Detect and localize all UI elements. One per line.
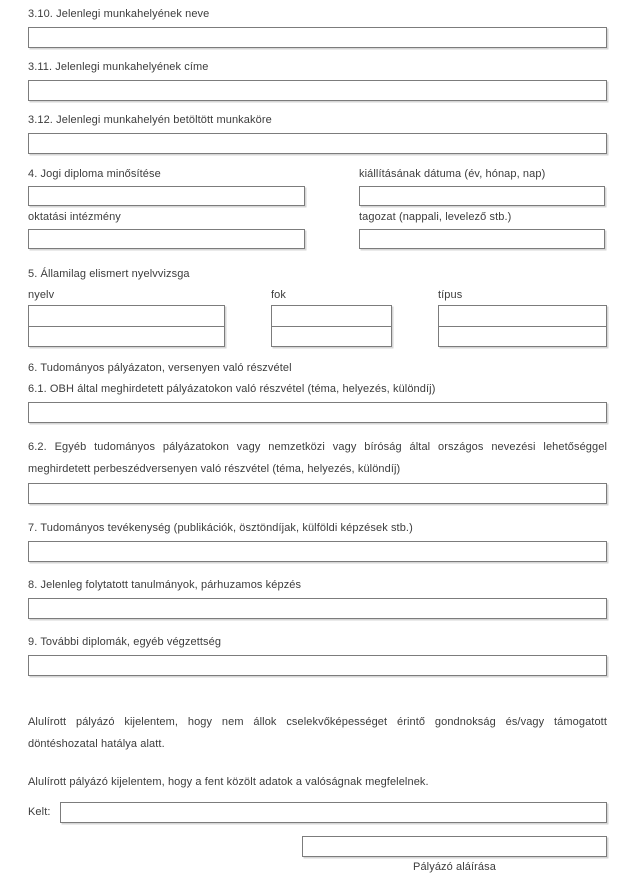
field-6-1-input[interactable]	[28, 402, 607, 423]
issue-date-input[interactable]	[359, 186, 605, 206]
field-9-input[interactable]	[28, 655, 607, 676]
program-type-label: tagozat (nappali, levelező stb.)	[359, 211, 512, 223]
section-4-left-column	[28, 168, 305, 249]
type-column	[438, 289, 607, 347]
language-column-label: nyelv	[28, 289, 55, 301]
field-8-input[interactable]	[28, 598, 607, 619]
field-8-label: 8. Jelenleg folytatott tanulmányok, párhuzamos képzés	[28, 579, 302, 591]
program-type-input[interactable]	[359, 229, 605, 249]
level-row-2-input[interactable]	[272, 326, 391, 346]
signature-input[interactable]	[302, 836, 607, 857]
field-6-2-input[interactable]	[28, 483, 607, 504]
field-3-10-input[interactable]	[28, 27, 607, 48]
language-table	[28, 305, 225, 347]
type-row-2-input[interactable]	[439, 326, 606, 346]
field-6-1-label: 6.1. OBH által meghirdetett pályázatokon való részvétel (téma, helyezés, különdíj)	[28, 383, 436, 395]
diploma-grade-label: 4. Jogi diploma minősítése	[28, 168, 161, 180]
field-3-11-label: 3.11. Jelenlegi munkahelyének címe	[28, 61, 209, 73]
section-4-diploma	[28, 168, 607, 249]
language-column	[28, 289, 225, 347]
language-row-2-input[interactable]	[29, 326, 224, 346]
declaration-truth-text: Alulírott pályázó kijelentem, hogy a fent közölt adatok a valóságnak megfelelnek.	[28, 776, 429, 788]
kelt-label: Kelt:	[28, 806, 51, 818]
section-6-title: 6. Tudományos pályázaton, versenyen való részvétel	[28, 362, 292, 374]
level-column-label: fok	[271, 289, 286, 301]
institution-input[interactable]	[28, 229, 305, 249]
signature-caption: Pályázó aláírása	[413, 861, 496, 873]
section-4-right-column	[359, 168, 605, 249]
institution-label: oktatási intézmény	[28, 211, 121, 223]
field-7-label: 7. Tudományos tevékenység (publikációk, ösztöndíjak, külföldi képzések stb.)	[28, 522, 413, 534]
type-row-1-input[interactable]	[439, 306, 606, 326]
declaration-guardianship-text: Alulírott pályázó kijelentem, hogy nem állok cselekvőképességet érintő gondnokság és/vagy támogatott döntéshozatal hatálya alatt.	[28, 716, 607, 750]
kelt-input[interactable]	[60, 802, 607, 823]
field-6-2-label: 6.2. Egyéb tudományos pályázatokon vagy nemzetközi vagy bíróság által országos nevezési lehetőséggel meghirdetett perbeszédversenyen való részvétel (téma, helyezés, különdíj)	[28, 441, 607, 475]
level-column	[271, 289, 392, 347]
field-3-10-label: 3.10. Jelenlegi munkahelyének neve	[28, 8, 210, 20]
type-table	[438, 305, 607, 347]
section-5-title: 5. Államilag elismert nyelvvizsga	[28, 268, 190, 280]
level-row-1-input[interactable]	[272, 306, 391, 326]
field-3-11-input[interactable]	[28, 80, 607, 101]
issue-date-label: kiállításának dátuma (év, hónap, nap)	[359, 168, 546, 180]
language-row-1-input[interactable]	[29, 306, 224, 326]
field-7-input[interactable]	[28, 541, 607, 562]
field-3-12-input[interactable]	[28, 133, 607, 154]
field-9-label: 9. További diplomák, egyéb végzettség	[28, 636, 222, 648]
type-column-label: típus	[438, 289, 463, 301]
field-3-12-label: 3.12. Jelenlegi munkahelyén betöltött munkaköre	[28, 114, 272, 126]
signature-block	[302, 836, 607, 874]
level-table	[271, 305, 392, 347]
section-5-language-grid	[28, 289, 607, 347]
date-place-row	[28, 802, 607, 823]
diploma-grade-input[interactable]	[28, 186, 305, 206]
